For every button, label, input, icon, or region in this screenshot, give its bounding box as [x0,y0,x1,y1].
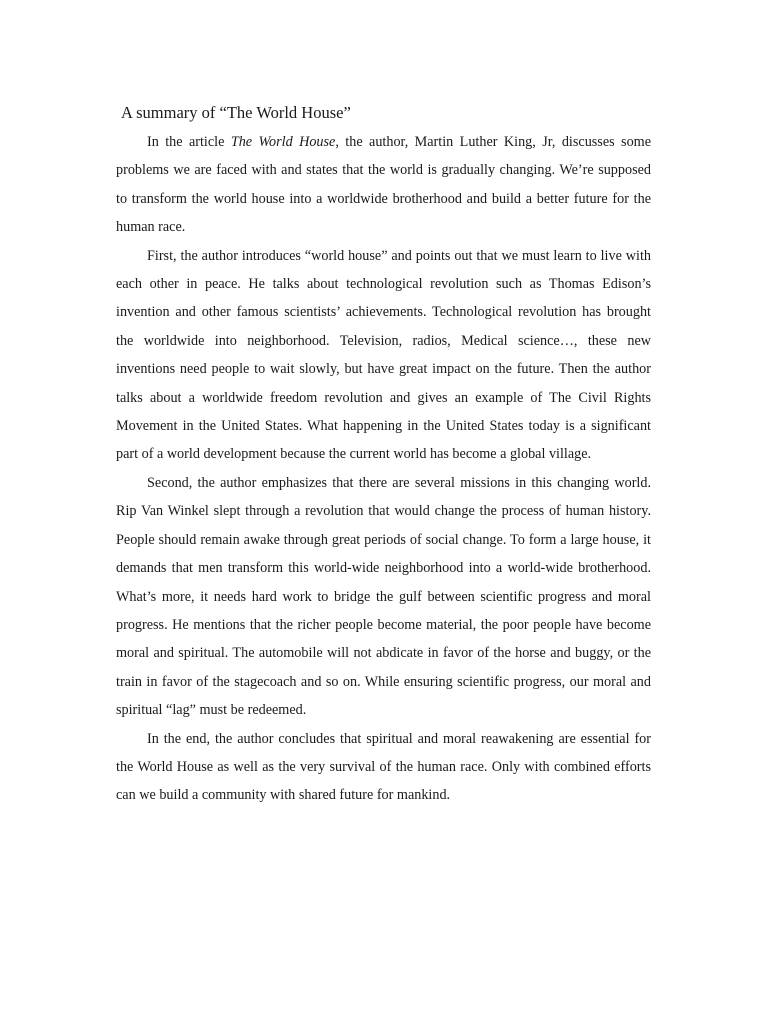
article-title-italic: The World House [230,134,336,150]
paragraph-first: First, the author introduces “world house” and points out that we must learn to live with each other in peace. He talks about technological revolution such as Thomas Edison’s invention and other famous scientists’ achievements. Technological revolution has brought the worldwide into neighborhood. Television, radios, Medical science…, these new inventions need people to wait slowly, but have great impact on the future. Then the author talks about a worldwide freedom revolution and gives an example of The Civil Rights Movement in the United States. What happening in the United States today is a significant part of a world development because the current world has become a global village. [116,247,651,463]
paragraph-second: Second, the author emphasizes that there are several missions in this changing world. Rip Van Winkel slept through a revolution that would change the process of human history. People should remain awake through great periods of social change. To form a large house, it demands that men transform this world-wide neighborhood into a world-wide brotherhood. What’s more, it needs hard work to bridge the gulf between scientific progress and moral progress. He mentions that the richer people become material, the poor people have become moral and spiritual. The automobile will not abdicate in favor of the horse and buggy, or the train in favor of the stagecoach and so on. While ensuring scientific progress, our moral and spiritual “lag” must be redeemed. [116,474,651,719]
paragraph-intro [116,128,651,242]
paragraph-intro-rest: , the author, Martin Luther King, Jr, discusses some problems we are faced with and states that the world is gradually changing. We’re supposed to transform the world house into a worldwide brotherhood and build a better future for the human race. [116,134,652,236]
document-page [116,99,651,810]
document-title: A summary of “The World House” [121,103,351,122]
paragraph-conclusion: In the end, the author concludes that spiritual and moral reawakening are essential for the World House as well as the very survival of the human race. Only with combined efforts can we build a community with shared future for mankind. [116,730,651,804]
paragraph-intro-lead: In the article [147,134,231,150]
